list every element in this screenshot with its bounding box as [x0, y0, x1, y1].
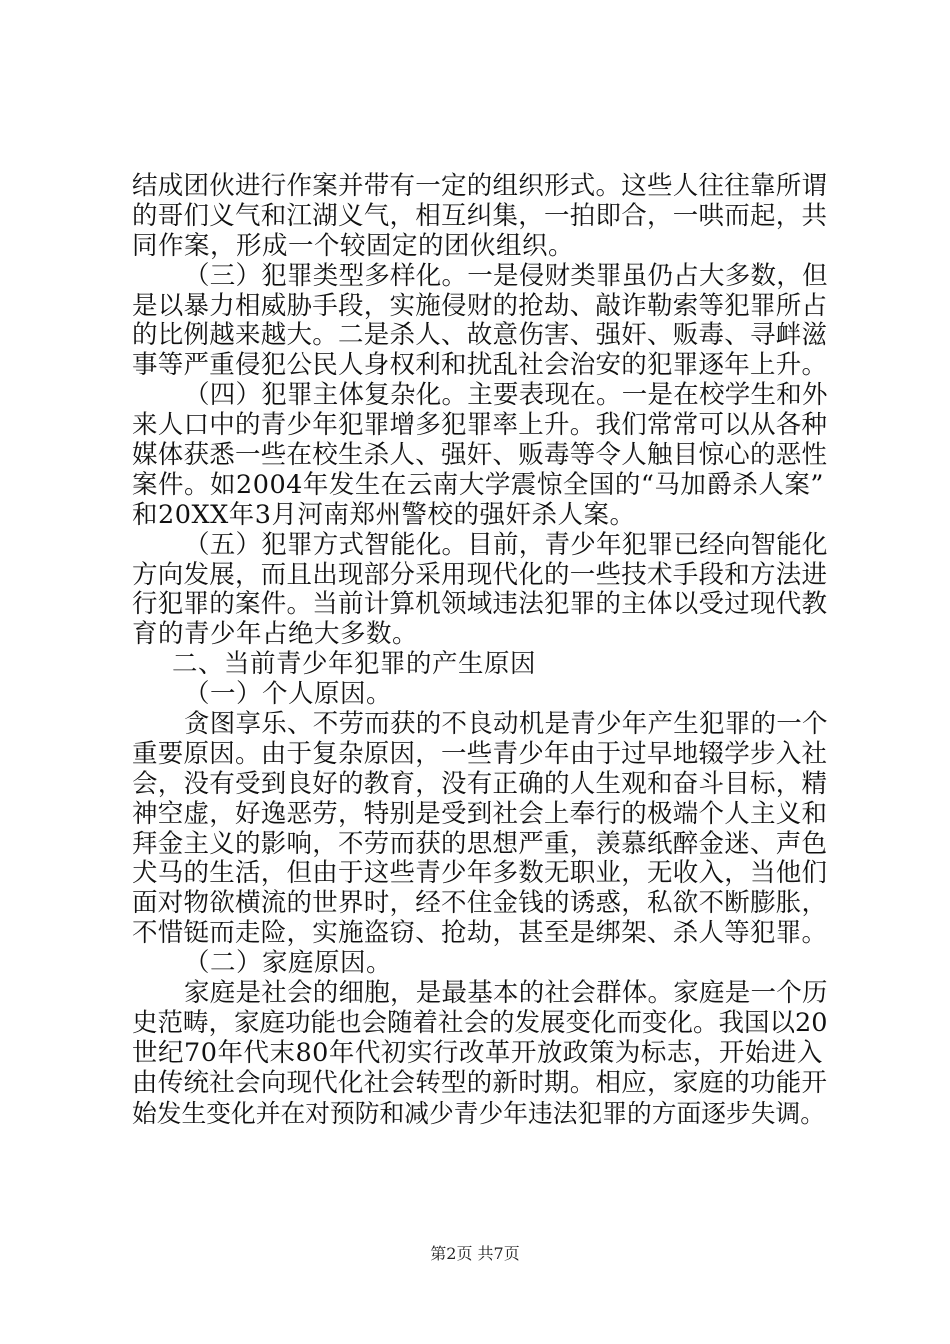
chapter-heading: 二、当前青少年犯罪的产生原因	[172, 649, 537, 680]
text-line: 会，没有受到良好的教育，没有正确的人生观和奋斗目标，精	[132, 768, 828, 799]
section-heading-line: （四）犯罪主体复杂化。主要表现在。一是在校学生和外	[184, 380, 828, 411]
text-line: 的比例越来越大。二是杀人、故意伤害、强奸、贩毒、寻衅滋	[132, 320, 828, 351]
text-line: 结成团伙进行作案并带有一定的组织形式。这些人往往靠所谓	[132, 171, 828, 201]
text-line: 犬马的生活，但由于这些青少年多数无职业，无收入，当他们	[132, 858, 828, 889]
text-line: 媒体获悉一些在校生杀人、强奸、贩毒等令人触目惊心的恶性	[132, 440, 828, 471]
text-line: 和20XX年3月河南郑州警校的强奸杀人案。	[132, 499, 636, 530]
text-line: 方向发展，而且出现部分采用现代化的一些技术手段和方法进	[132, 559, 828, 590]
body-text	[132, 172, 828, 1129]
text-line: 不惜铤而走险，实施盗窃、抢劫，甚至是绑架、杀人等犯罪。	[132, 918, 828, 949]
text-line: 案件。如2004年发生在云南大学震惊全国的“马加爵杀人案”	[132, 469, 824, 500]
text-line: 事等严重侵犯公民人身权利和扰乱社会治安的犯罪逐年上升。	[132, 350, 828, 381]
paragraph-start-line: 家庭是社会的细胞，是最基本的社会群体。家庭是一个历	[184, 978, 828, 1009]
section-heading-line: （五）犯罪方式智能化。目前，青少年犯罪已经向智能化	[184, 529, 828, 560]
text-line: 同作案，形成一个较固定的团伙组织。	[132, 230, 575, 261]
paragraph-start-line: 贪图享乐、不劳而获的不良动机是青少年产生犯罪的一个	[184, 709, 828, 740]
text-line: 始发生变化并在对预防和减少青少年违法犯罪的方面逐步失调。	[132, 1098, 825, 1128]
text-line: 神空虚，好逸恶劳，特别是受到社会上奉行的极端个人主义和	[132, 798, 828, 829]
text-line: 重要原因。由于复杂原因，一些青少年由于过早地辍学步入社	[132, 738, 828, 769]
text-line: 来人口中的青少年犯罪增多犯罪率上升。我们常常可以从各种	[132, 410, 828, 441]
text-line: 世纪70年代末80年代初实行改革开放政策为标志，开始进入	[132, 1037, 823, 1068]
subsection-heading: （二）家庭原因。	[184, 948, 393, 979]
text-line: 面对物欲横流的世界时，经不住金钱的诱惑，私欲不断膨胀，	[132, 888, 828, 919]
text-line: 的哥们义气和江湖义气，相互纠集，一拍即合，一哄而起，共	[132, 200, 828, 231]
text-line: 史范畴，家庭功能也会随着社会的发展变化而变化。我国以20	[132, 1007, 828, 1038]
section-heading-line: （三）犯罪类型多样化。一是侵财类罪虽仍占大多数，但	[184, 260, 828, 291]
text-line: 育的青少年占绝大多数。	[132, 619, 419, 650]
text-line: 拜金主义的影响，不劳而获的思想严重，羡慕纸醉金迷、声色	[132, 828, 828, 859]
text-line: 行犯罪的案件。当前计算机领域违法犯罪的主体以受过现代教	[132, 589, 828, 620]
page-number-footer: 第2页 共7页	[430, 1244, 520, 1263]
text-line: 由传统社会向现代化社会转型的新时期。相应，家庭的功能开	[132, 1067, 828, 1098]
subsection-heading: （一）个人原因。	[184, 679, 393, 710]
text-line: 是以暴力相威胁手段，实施侵财的抢劫、敲诈勒索等犯罪所占	[132, 290, 828, 321]
